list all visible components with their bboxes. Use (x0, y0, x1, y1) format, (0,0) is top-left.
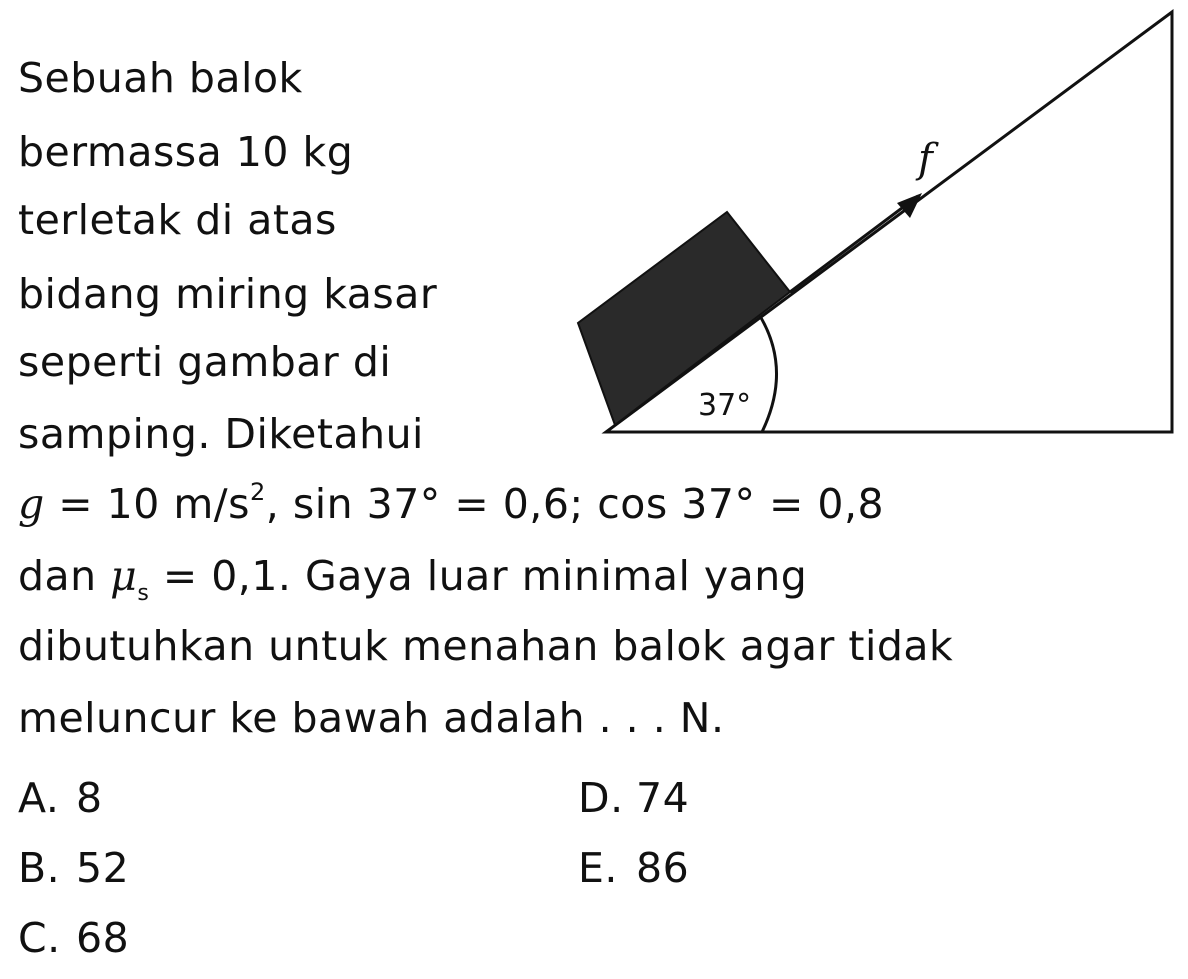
incline-triangle (606, 12, 1172, 432)
mu-symbol: μ (110, 552, 138, 600)
force-arrow-shaft (790, 196, 918, 292)
question-line-5: seperti gambar di (18, 338, 392, 386)
option-a-value: 8 (76, 774, 103, 822)
option-a-letter: A. (18, 774, 60, 822)
question-line-6: samping. Diketahui (18, 410, 424, 458)
question-line-1: Sebuah balok (18, 54, 303, 102)
option-b-value: 52 (76, 844, 130, 892)
option-d-value: 74 (636, 774, 690, 822)
angle-arc (760, 316, 777, 432)
squared-exponent: 2 (250, 478, 266, 506)
option-c-letter: C. (18, 914, 61, 962)
force-label: f (918, 136, 933, 182)
option-d-letter: D. (578, 774, 624, 822)
option-b-letter: B. (18, 844, 61, 892)
gravity-symbol: g (18, 480, 45, 528)
trig-values: , sin 37° = 0,6; cos 37° = 0,8 (265, 480, 885, 528)
question-line-3: terletak di atas (18, 196, 337, 244)
question-line-10: meluncur ke bawah adalah . . . N. (18, 694, 725, 742)
angle-label: 37° (698, 388, 752, 423)
option-e-value: 86 (636, 844, 690, 892)
option-c-value: 68 (76, 914, 130, 962)
option-e-letter: E. (578, 844, 618, 892)
mu-subscript: s (137, 581, 150, 606)
gravity-value: = 10 m/s (44, 480, 250, 528)
question-line-4: bidang miring kasar (18, 270, 438, 318)
question-line-9: dibutuhkan untuk menahan balok agar tidak (18, 622, 954, 670)
dan-word: dan (18, 552, 111, 600)
question-line-2: bermassa 10 kg (18, 128, 354, 176)
friction-value: = 0,1. Gaya luar minimal yang (149, 552, 808, 600)
